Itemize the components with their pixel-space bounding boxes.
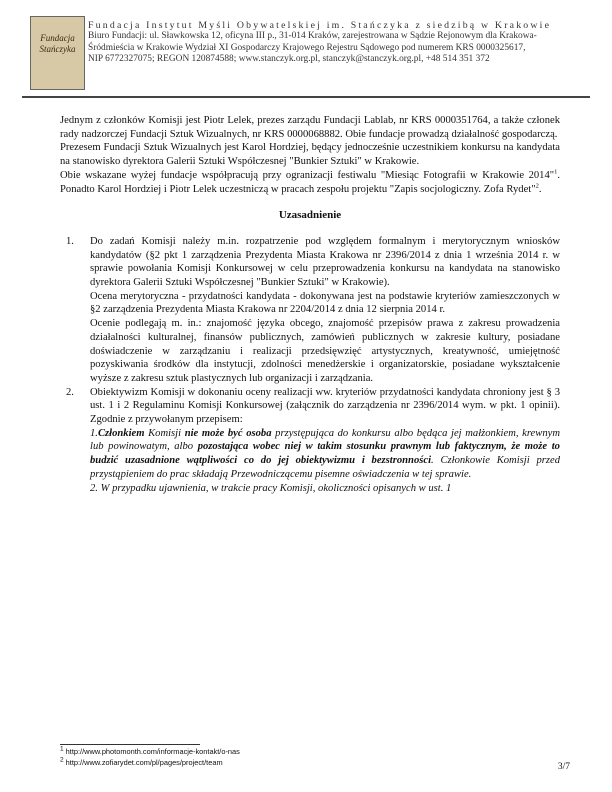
intro-paragraph-3: [60, 169, 560, 196]
foundation-logo: [30, 16, 85, 90]
quote-part-1: 1.: [90, 427, 98, 439]
intro-paragraph-2: Prezesem Fundacji Sztuk Wizualnych jest Karol Hordziej, będący jednocześnie uczestnikiem konkursu na kandydata na stanowisko dyrektora Galerii Sztuki Współczesnej "Bunkier Sztuki" w Krakowie.: [60, 142, 560, 168]
item1-paragraph-1: Do zadań Komisji należy m.in. rozpatrzenie pod względem formalnym i merytorycznym wniosków kandydatów (§2 pkt 1 zarządzenia Prezydenta Miasta Krakowa nr 2396/2014 z dnia 1 września 2014 r. w sprawie powołania Komisji Konkursowej w celu przeprowadzenia konkursu na kandydata na stanowisko dyrektora Galerii Sztuki Współczesnej "Bunkier Sztuki" w Krakowie).: [90, 235, 560, 289]
organization-name: Fundacja Instytut Myśli Obywatelskiej im. Stańczyka z siedzibą w Krakowie: [88, 20, 552, 31]
item2-paragraph-1: Obiektywizm Komisji w dokonaniu oceny realizacji ww. kryteriów przydatności kandydata chroniony jest § 3 ust. 1 i 2 Regulaminu Komisji Konkursowej (załącznik do zarządzenia nr 2396/2014 wym. w pkt. 1 opinii). Zgodnie z przywołanym przepisem:: [90, 386, 560, 426]
intro-text-c: .: [538, 183, 542, 195]
intro-text-a: Obie wskazane wyżej fundacje współpracują przy ogranizacji festiwalu "Miesiąc Fotografii w Krakowie 2014": [60, 169, 555, 181]
quote-part-5: przystępująca do konkursu albo będąca jej małżonkiem, krewnym lub powinowatym, albo: [90, 427, 560, 453]
letterhead: [22, 6, 590, 98]
list-number-2: 2.: [66, 386, 74, 398]
list-item-1: [60, 235, 560, 386]
quote-part-6: pozostająca wobec niej w takim stosunku prawnym lub faktycznym, że może to budzić uzasadnione wątpliwości co do jej obiektywizmu i bezstronności: [90, 441, 560, 467]
item2-quote-2: 2. W przypadku ujawnienia, w trakcie pracy Komisji, okoliczności opisanych w ust. 1: [90, 482, 452, 494]
document-body: [60, 114, 560, 495]
footnote-ref-2: 2: [535, 181, 539, 189]
intro-section: [60, 114, 560, 196]
organization-contact: NIP 6772327075; REGON 120874588; www.stanczyk.org.pl, stanczyk@stanczyk.org.pl, +48 514 351 372: [88, 53, 490, 64]
organization-address: Biuro Fundacji: ul. Sławkowska 12, oficyna III p., 31-014 Kraków, zarejestrowana w Sądzie Rejonowym dla Krakowa-: [88, 31, 537, 42]
quote-part-7: . Członkowie Komisji przed przystąpieniem do prac składają Przewodniczącemu pisemne oświadczenia w tej sprawie.: [90, 455, 560, 480]
intro-text-b: . Ponadto Karol Hordziej i Piotr Lelek uczestniczą w pracach zespołu projektu "Zapis socjologiczny. Zofa Rydet": [60, 169, 560, 195]
footnote-2: [60, 758, 240, 769]
item2-quote: [90, 427, 560, 482]
item1-paragraph-2: Ocena merytoryczna - przydatności kandydata - dokonywana jest na podstawie kryteriów zamieszczonych w §2 zarządzenia Prezydenta Miasta Krakowa nr 2204/2014 z dnia 12 sierpnia 2014 r.: [90, 290, 560, 316]
footnotes: [60, 747, 240, 768]
list-item-2: [60, 386, 560, 496]
footnote-1-number: 1: [60, 745, 64, 753]
header-divider: [22, 96, 590, 98]
section-title: Uzasadnienie: [278, 209, 342, 222]
organization-registry: Śródmieścia w Krakowie Wydział XI Gospodarczy Krajowego Rejestru Sądowego pod numerem KRS 0000325617,: [88, 42, 526, 53]
list-number-1: 1.: [66, 235, 74, 247]
footnote-2-link[interactable]: http://www.zofiarydet.com/pl/pages/project/team: [63, 757, 223, 767]
intro-paragraph-1: Jednym z członków Komisji jest Piotr Lelek, prezes zarządu Fundacji Lablab, nr KRS 0000351764, a także członek rady nadzorczej Fundacji Sztuk Wizualnych, nr KRS 0000068882. Obie fundacje prowadzą działalność gospodarczą.: [60, 115, 560, 140]
item1-paragraph-3: Ocenie podlegają m. in.: znajomość języka obcego, znajomość przepisów prawa z zakresu prowadzenia działalności kulturalnej, finansów publicznych, zamówień publicznych w zakresie kultury, posiadane doświadczenie w zarządzaniu i realizacji przedsięwzięć artystycznych, kreatywność, umiejętność pozyskiwania środków dla instytucji, zdolności menedżerskie i organizatorskie, posiadane wykształcenie wyższe z zakresu sztuk plastycznych lub organizacji i zarządzania.: [90, 318, 560, 384]
footnote-ref-1: 1: [554, 168, 558, 176]
footnote-2-number: 2: [60, 756, 64, 764]
quote-part-2: Członkiem: [97, 427, 145, 439]
footnote-divider: [60, 744, 200, 745]
quote-part-3: Komisji: [144, 427, 185, 439]
page-number: 3/7: [557, 762, 570, 772]
footnote-1-link[interactable]: http://www.photomonth.com/informacje-kontakt/o-nas: [63, 747, 240, 756]
logo-line-2: Stańczyka: [39, 44, 76, 54]
logo-line-1: Fundacja: [40, 33, 75, 43]
footnote-1: [60, 747, 240, 758]
organization-info: [88, 20, 594, 65]
quote-part-4: nie może być osoba: [184, 427, 272, 439]
